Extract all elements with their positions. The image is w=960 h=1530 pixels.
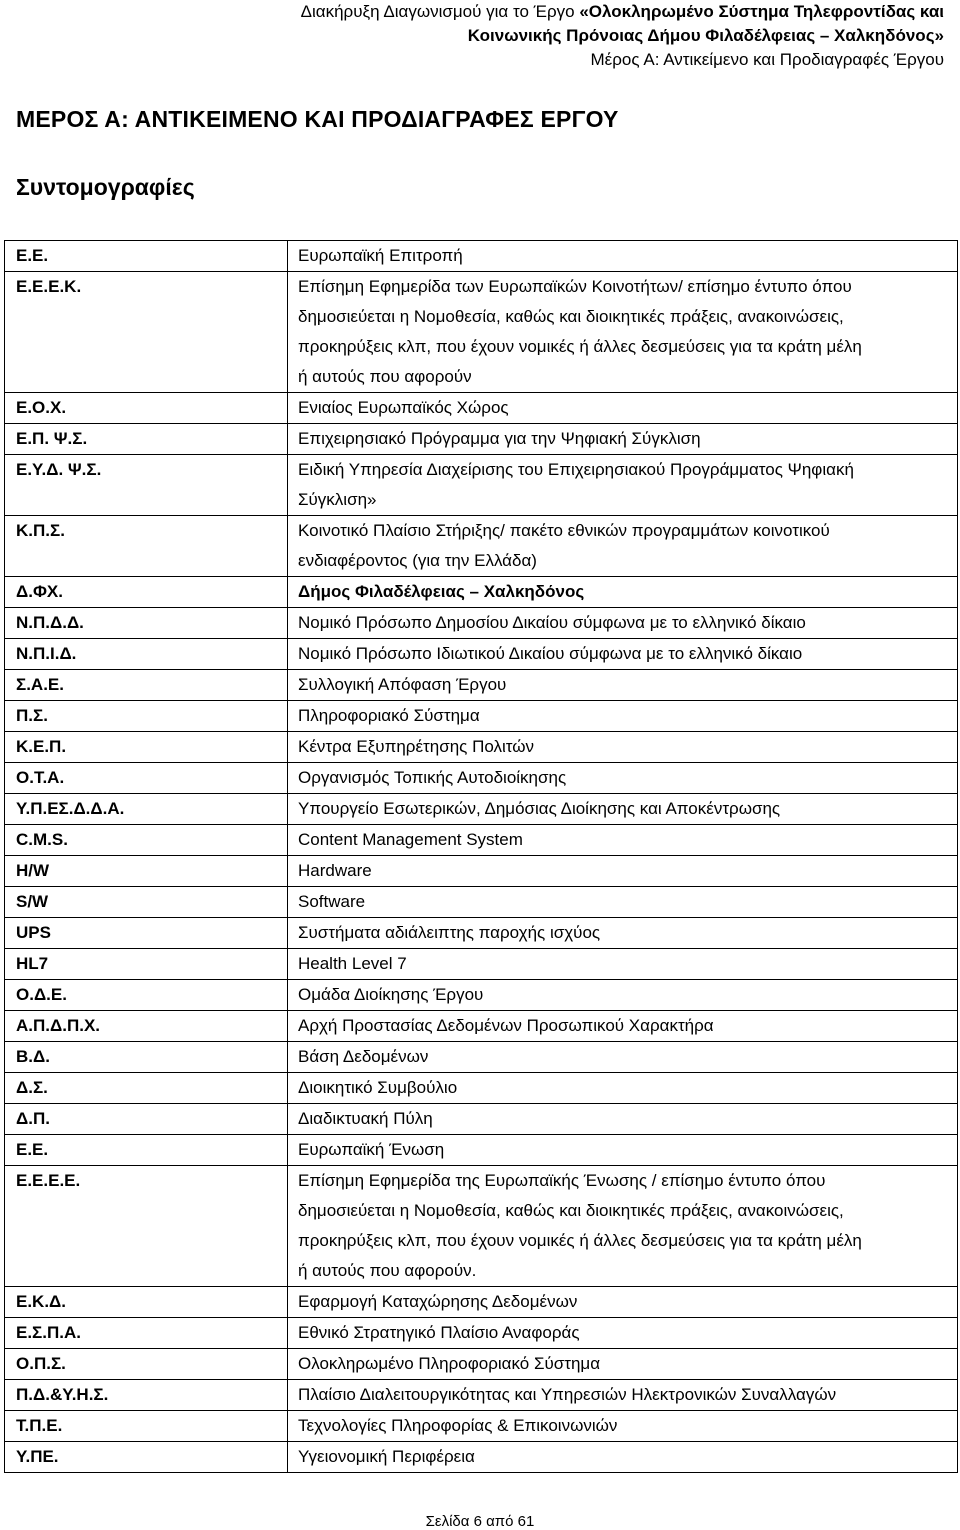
table-row (5, 1287, 958, 1318)
abbreviations-heading: Συντομογραφίες (16, 174, 195, 200)
definition-line: Εθνικό Στρατηγικό Πλαίσιο Αναφοράς (298, 1323, 580, 1342)
table-row (5, 1442, 958, 1473)
table-row (5, 1073, 958, 1104)
definition-line: Διαδικτυακή Πύλη (298, 1109, 433, 1128)
abbreviation-cell: HL7 (5, 949, 288, 980)
definition-line: Αρχή Προστασίας Δεδομένων Προσωπικού Χαρακτήρα (298, 1016, 714, 1035)
abbreviation-cell: UPS (5, 918, 288, 949)
table-row (5, 241, 958, 272)
abbreviation-cell: Ε.Ε. (5, 1135, 288, 1166)
table-row (5, 1042, 958, 1073)
definition-cell (288, 763, 958, 794)
abbreviation-cell: Ο.Δ.Ε. (5, 980, 288, 1011)
definition-line: Εφαρμογή Καταχώρησης Δεδομένων (298, 1292, 578, 1311)
abbreviation-cell: Π.Δ.&Υ.Η.Σ. (5, 1380, 288, 1411)
definition-cell (288, 1011, 958, 1042)
page-header (184, 0, 944, 72)
definition-cell (288, 732, 958, 763)
definition-line: Σύγκλιση» (298, 490, 377, 509)
table-row (5, 1411, 958, 1442)
abbreviation-cell: Ε.Π. Ψ.Σ. (5, 424, 288, 455)
definition-cell (288, 639, 958, 670)
table-row (5, 794, 958, 825)
definition-line: Ολοκληρωμένο Πληροφοριακό Σύστημα (298, 1354, 601, 1373)
table-row (5, 763, 958, 794)
page-number: Σελίδα 6 από 61 (425, 1513, 535, 1530)
definition-line: Συστήματα αδιάλειπτης παροχής ισχύος (298, 923, 601, 942)
abbreviation-cell: Ο.Π.Σ. (5, 1349, 288, 1380)
definition-line: Δήμος Φιλαδέλφειας – Χαλκηδόνος (298, 582, 585, 601)
definition-cell (288, 887, 958, 918)
abbreviation-cell: Ε.Ε. (5, 241, 288, 272)
table-row (5, 272, 958, 393)
table-row (5, 1349, 958, 1380)
definition-cell (288, 1287, 958, 1318)
abbreviations-table (4, 240, 958, 1473)
abbreviation-cell: Υ.Π.ΕΣ.Δ.Δ.Α. (5, 794, 288, 825)
abbreviation-cell: Ε.Υ.Δ. Ψ.Σ. (5, 455, 288, 516)
definition-line: Κέντρα Εξυπηρέτησης Πολιτών (298, 737, 534, 756)
definition-cell (288, 918, 958, 949)
definition-line: Ενιαίος Ευρωπαϊκός Χώρος (298, 398, 509, 417)
table-row (5, 516, 958, 577)
table-row (5, 1135, 958, 1166)
definition-line: Κοινοτικό Πλαίσιο Στήριξης/ πακέτο εθνικών προγραμμάτων κοινοτικού (298, 521, 830, 540)
header-line-1 (184, 0, 944, 24)
definition-line: δημοσιεύεται η Νομοθεσία, καθώς και διοικητικές πράξεις, ανακοινώσεις, (298, 1201, 844, 1220)
definition-cell (288, 1042, 958, 1073)
definition-cell (288, 272, 958, 393)
definition-cell (288, 1380, 958, 1411)
abbreviation-cell: Ε.Ε.Ε.Ε. (5, 1166, 288, 1287)
definition-cell (288, 424, 958, 455)
abbreviation-cell: Ε.Ε.Ε.Κ. (5, 272, 288, 393)
abbreviation-cell: Υ.ΠΕ. (5, 1442, 288, 1473)
table-row (5, 639, 958, 670)
definition-cell (288, 516, 958, 577)
section-title: ΜΕΡΟΣ Α: ΑΝΤΙΚΕΙΜΕΝΟ ΚΑΙ ΠΡΟΔΙΑΓΡΑΦΕΣ ΕΡΓΟΥ (16, 106, 619, 132)
definition-line: Διοικητικό Συμβούλιο (298, 1078, 458, 1097)
definition-line: Content Management System (298, 830, 523, 849)
definition-line: Υγειονομική Περιφέρεια (298, 1447, 475, 1466)
definition-cell (288, 1166, 958, 1287)
table-row (5, 980, 958, 1011)
definition-cell (288, 1318, 958, 1349)
table-row (5, 949, 958, 980)
definition-line: Ευρωπαϊκή Επιτροπή (298, 246, 463, 265)
definition-line: Ειδική Υπηρεσία Διαχείρισης του Επιχειρησιακού Προγράμματος Ψηφιακή (298, 460, 854, 479)
definition-line: Health Level 7 (298, 954, 407, 973)
definition-cell (288, 794, 958, 825)
definition-line: Επίσημη Εφημερίδα της Ευρωπαϊκής Ένωσης / επίσημο έντυπο όπου (298, 1171, 826, 1190)
definition-cell (288, 1104, 958, 1135)
table-row (5, 1011, 958, 1042)
definition-line: Ομάδα Διοίκησης Έργου (298, 985, 484, 1004)
abbreviation-cell: C.M.S. (5, 825, 288, 856)
definition-line: Πλαίσιο Διαλειτουργικότητας και Υπηρεσιών Ηλεκτρονικών Συναλλαγών (298, 1385, 837, 1404)
table-row (5, 424, 958, 455)
definition-line: Ευρωπαϊκή Ένωση (298, 1140, 445, 1159)
definition-cell (288, 608, 958, 639)
abbreviation-cell: Ν.Π.Ι.Δ. (5, 639, 288, 670)
definition-line: ενδιαφέροντος (για την Ελλάδα) (298, 551, 537, 570)
abbreviation-cell: Δ.ΦΧ. (5, 577, 288, 608)
definition-line: ή αυτούς που αφορούν (298, 367, 472, 386)
header-part-title: Μέρος Α: Αντικείμενο και Προδιαγραφές Έργου (590, 50, 944, 69)
abbreviation-cell: Ν.Π.Δ.Δ. (5, 608, 288, 639)
abbreviation-cell: Π.Σ. (5, 701, 288, 732)
table-row (5, 732, 958, 763)
definition-line: προκηρύξεις κλπ, που έχουν νομικές ή άλλες δεσμεύσεις για τα κράτη μέλη (298, 1231, 862, 1250)
abbreviation-cell: Τ.Π.Ε. (5, 1411, 288, 1442)
definition-line: δημοσιεύεται η Νομοθεσία, καθώς και διοικητικές πράξεις, ανακοινώσεις, (298, 307, 844, 326)
abbreviation-cell: Δ.Σ. (5, 1073, 288, 1104)
table-row (5, 1104, 958, 1135)
definition-cell (288, 577, 958, 608)
definition-cell (288, 825, 958, 856)
definition-cell (288, 949, 958, 980)
abbreviation-cell: Β.Δ. (5, 1042, 288, 1073)
abbreviation-cell: Σ.Α.Ε. (5, 670, 288, 701)
definition-line: Hardware (298, 861, 372, 880)
definition-line: Νομικό Πρόσωπο Δημοσίου Δικαίου σύμφωνα με το ελληνικό δίκαιο (298, 613, 806, 632)
table-row (5, 393, 958, 424)
table-row (5, 577, 958, 608)
abbreviation-cell: Ο.Τ.Α. (5, 763, 288, 794)
table-row (5, 1318, 958, 1349)
definition-line: Οργανισμός Τοπικής Αυτοδιοίκησης (298, 768, 567, 787)
definition-line: Πληροφοριακό Σύστημα (298, 706, 480, 725)
definition-cell (288, 1442, 958, 1473)
abbreviation-cell: Δ.Π. (5, 1104, 288, 1135)
definition-line: Software (298, 892, 366, 911)
header-project-title-1: «Ολοκληρωμένο Σύστημα Τηλεφροντίδας και (579, 2, 944, 21)
definition-cell (288, 1073, 958, 1104)
abbreviation-cell: Κ.Ε.Π. (5, 732, 288, 763)
definition-cell (288, 980, 958, 1011)
definition-cell (288, 701, 958, 732)
definition-cell (288, 1411, 958, 1442)
definition-line: Συλλογική Απόφαση Έργου (298, 675, 507, 694)
definition-line: ή αυτούς που αφορούν. (298, 1261, 477, 1280)
definition-line: Βάση Δεδομένων (298, 1047, 429, 1066)
abbreviation-cell: Α.Π.Δ.Π.Χ. (5, 1011, 288, 1042)
definition-cell (288, 241, 958, 272)
definition-line: Τεχνολογίες Πληροφορίας & Επικοινωνιών (298, 1416, 618, 1435)
table-row (5, 918, 958, 949)
definition-line: Νομικό Πρόσωπο Ιδιωτικού Δικαίου σύμφωνα με το ελληνικό δίκαιο (298, 644, 803, 663)
definition-cell (288, 393, 958, 424)
abbreviation-cell: S/W (5, 887, 288, 918)
table-row (5, 825, 958, 856)
table-row (5, 701, 958, 732)
definition-line: Υπουργείο Εσωτερικών, Δημόσιας Διοίκησης και Αποκέντρωσης (298, 799, 781, 818)
table-row (5, 887, 958, 918)
header-project-title-2: Κοινωνικής Πρόνοιας Δήμου Φιλαδέλφειας – Χαλκηδόνος» (467, 26, 944, 45)
definition-cell (288, 670, 958, 701)
abbreviation-cell: Κ.Π.Σ. (5, 516, 288, 577)
definition-cell (288, 1349, 958, 1380)
definition-cell (288, 856, 958, 887)
abbreviation-cell: Ε.Κ.Δ. (5, 1287, 288, 1318)
header-prefix: Διακήρυξη Διαγωνισμού για το Έργο (300, 2, 580, 21)
definition-line: Επίσημη Εφημερίδα των Ευρωπαϊκών Κοινοτήτων/ επίσημο έντυπο όπου (298, 277, 852, 296)
definition-line: προκηρύξεις κλπ, που έχουν νομικές ή άλλες δεσμεύσεις για τα κράτη μέλη (298, 337, 862, 356)
abbreviation-cell: H/W (5, 856, 288, 887)
table-row (5, 1166, 958, 1287)
definition-cell (288, 1135, 958, 1166)
table-row (5, 608, 958, 639)
definition-line: Επιχειρησιακό Πρόγραμμα για την Ψηφιακή Σύγκλιση (298, 429, 701, 448)
table-row (5, 1380, 958, 1411)
definition-cell (288, 455, 958, 516)
table-row (5, 670, 958, 701)
table-row (5, 856, 958, 887)
abbreviation-cell: Ε.Ο.Χ. (5, 393, 288, 424)
table-row (5, 455, 958, 516)
abbreviation-cell: Ε.Σ.Π.Α. (5, 1318, 288, 1349)
header-line-2 (184, 24, 944, 48)
